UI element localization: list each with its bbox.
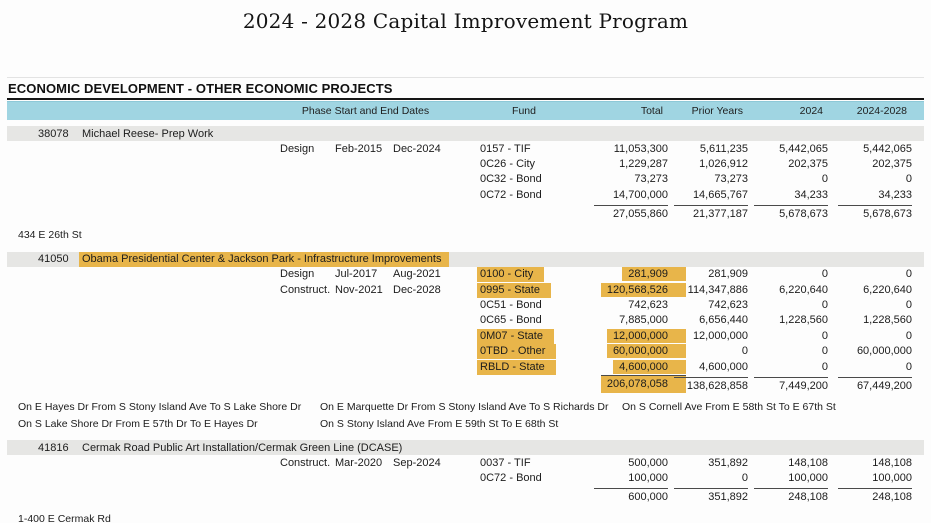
total-value-text: 100,000 [628,472,668,485]
total-value [568,329,668,343]
total-value [568,143,668,155]
phase-end-date: Sep-2024 [393,456,441,469]
year-2024-value: 0 [821,173,828,186]
total-value-text: 4,600,000 [613,360,686,374]
total-value-text: 12,000,000 [607,329,686,343]
year-2024-value: 148,108 [788,456,828,469]
project-total-sum-text: 206,078,058 [601,375,686,393]
total-value-text: 1,229,287 [619,158,668,171]
total-value [568,173,668,185]
project-block [7,126,924,244]
total-value-text: 7,885,000 [619,314,668,327]
project-2024-sum-text: 248,108 [754,488,828,503]
year-2024-2028-value: 34,233 [878,188,912,201]
total-value [568,158,668,170]
column-header-2024-2028: 2024-2028 [856,105,907,117]
year-2024-value: 1,228,560 [779,314,828,327]
location-row [7,415,924,432]
year-2024-value: 0 [821,268,828,281]
fund-name [480,173,568,185]
year-2024-2028-value: 60,000,000 [856,345,912,358]
fund-name [480,299,568,311]
fund-name [480,472,568,484]
project-2024-2028-sum [828,488,912,503]
location-text: On S Stony Island Ave From E 59th St To E 68th St [320,417,559,430]
project-id: 38078 [38,127,69,140]
fund-name-text: 0M07 - State [477,329,554,344]
project-name: Cermak Road Public Art Installation/Cermak Green Line (DCASE) [82,441,403,454]
prior-years-value: 0 [741,345,748,358]
year-2024-2028-value: 202,375 [872,158,912,171]
project-block [7,440,924,523]
fund-name-text: 0C26 - City [480,158,536,171]
fund-name-text: 0C51 - Bond [480,299,542,312]
project-2024-2028-sum-text: 248,108 [838,488,912,503]
fund-name [480,330,568,342]
fund-row [7,359,924,374]
project-total-sum [568,488,668,503]
project-2024-sum-text: 5,678,673 [754,205,828,220]
total-value [568,314,668,326]
projects-container [7,126,924,523]
project-prior-years-sum-text: 138,628,858 [674,377,748,392]
project-total-sum [568,205,668,220]
year-2024-2028-value: 5,442,065 [863,142,912,155]
fund-name [480,345,568,357]
phase-label: Design [280,142,315,155]
project-locations [7,510,924,523]
fund-name-text: 0100 - City [477,267,544,282]
prior-years-value: 0 [741,472,748,485]
location-text: 1-400 E Cermak Rd [18,512,111,523]
total-value-text: 14,700,000 [612,188,668,201]
project-id: 41050 [38,253,69,266]
total-value [568,283,668,297]
fund-name-text: 0157 - TIF [480,142,531,155]
fund-row [7,328,924,343]
prior-years-value: 5,611,235 [699,142,748,155]
project-totals-row [7,375,924,392]
fund-row [7,344,924,359]
total-value-text: 60,000,000 [607,344,686,358]
fund-row [7,455,924,470]
location-text: On S Cornell Ave From E 58th St To E 67th St [622,400,836,413]
fund-name [480,268,568,280]
phase-start-date: Nov-2021 [335,283,383,296]
fund-name [480,457,568,469]
column-header-prior-years: Prior Years [691,105,743,117]
section-title: ECONOMIC DEVELOPMENT - OTHER ECONOMIC PROJECTS [7,78,924,100]
prior-years-value: 351,892 [708,456,748,469]
phase-end-date: Dec-2028 [393,283,441,296]
phase-label: Construct. [280,283,331,296]
fund-name-text: 0TBD - Other [477,344,556,359]
year-2024-2028-value: 1,228,560 [863,314,912,327]
prior-years-value: 4,600,000 [699,360,748,373]
project-locations [7,398,924,432]
fund-name-text: 0C65 - Bond [480,314,542,327]
year-2024-value: 34,233 [794,188,828,201]
column-header-phase-dates: Phase Start and End Dates [301,105,430,117]
location-row [7,227,924,244]
project-prior-years-sum [668,205,748,220]
total-value [568,267,668,281]
project-total-sum-text: 600,000 [594,488,668,503]
project-locations [7,227,924,244]
economic-development-section [7,77,924,523]
phase-label: Construct. [280,456,331,469]
total-value [568,299,668,311]
fund-row [7,282,924,297]
year-2024-value: 100,000 [788,472,828,485]
year-2024-2028-value: 0 [905,329,912,342]
total-value [568,457,668,469]
phase-end-date: Dec-2024 [393,142,441,155]
phase-start-date: Feb-2015 [335,142,383,155]
year-2024-value: 0 [821,299,828,312]
project-prior-years-sum [668,377,748,392]
phase-end-date: Aug-2021 [393,268,441,281]
fund-name [480,284,568,296]
fund-row [7,267,924,282]
total-value-text: 73,273 [634,173,668,186]
project-name: Obama Presidential Center & Jackson Park - Infrastructure Improvements [79,252,449,267]
column-header-2024: 2024 [799,105,823,117]
project-2024-2028-sum-text: 5,678,673 [838,205,912,220]
fund-name [480,361,568,373]
year-2024-value: 202,375 [788,158,828,171]
fund-name [480,189,568,201]
year-2024-value: 6,220,640 [779,283,828,296]
year-2024-value: 5,442,065 [779,142,828,155]
year-2024-2028-value: 0 [905,360,912,373]
total-value-text: 500,000 [628,456,668,469]
project-prior-years-sum-text: 351,892 [674,488,748,503]
fund-name-text: 0995 - State [477,283,551,298]
prior-years-value: 14,665,767 [692,188,748,201]
project-total-sum [568,375,668,393]
total-value-text: 120,568,526 [601,283,686,297]
project-header-row [7,440,924,455]
location-row [7,398,924,415]
fund-row [7,471,924,486]
phase-label: Design [280,268,315,281]
project-2024-sum-text: 7,449,200 [754,377,828,392]
fund-name [480,158,568,170]
location-row [7,510,924,523]
fund-name-text: RBLD - State [477,360,556,375]
project-2024-2028-sum [828,377,912,392]
fund-name-text: 0037 - TIF [480,456,531,469]
year-2024-2028-value: 148,108 [872,456,912,469]
project-name: Michael Reese- Prep Work [82,127,214,140]
project-totals-row [7,204,924,221]
project-prior-years-sum-text: 21,377,187 [674,205,748,220]
project-2024-2028-sum [828,205,912,220]
fund-row [7,297,924,312]
total-value [568,189,668,201]
year-2024-value: 0 [821,329,828,342]
year-2024-2028-value: 0 [905,173,912,186]
prior-years-value: 6,656,440 [699,314,748,327]
project-header-row [7,126,924,141]
project-header-row [7,252,924,267]
year-2024-value: 0 [821,345,828,358]
project-2024-sum [748,205,828,220]
year-2024-value: 0 [821,360,828,373]
fund-name-text: 0C72 - Bond [480,472,542,485]
fund-name [480,143,568,155]
location-text: On S Lake Shore Dr From E 57th Dr To E Hayes Dr [18,417,258,430]
fund-name-text: 0C32 - Bond [480,173,542,186]
project-id: 41816 [38,441,69,454]
fund-name-text: 0C72 - Bond [480,188,542,201]
total-value-text: 11,053,300 [613,142,668,155]
total-value-text: 742,623 [628,299,668,312]
prior-years-value: 281,909 [708,268,748,281]
project-2024-2028-sum-text: 67,449,200 [838,377,912,392]
fund-row [7,172,924,187]
prior-years-value: 73,273 [714,173,748,186]
project-2024-sum [748,488,828,503]
total-value [568,344,668,358]
project-totals-row [7,487,924,504]
project-block [7,252,924,433]
project-prior-years-sum [668,488,748,503]
year-2024-2028-value: 0 [905,299,912,312]
prior-years-value: 114,347,886 [687,283,748,296]
column-header-total: Total [640,105,663,117]
phase-start-date: Jul-2017 [335,268,378,281]
year-2024-2028-value: 100,000 [872,472,912,485]
page-title: 2024 - 2028 Capital Improvement Program [242,9,689,33]
location-text: On E Marquette Dr From S Stony Island Ave To S Richards Dr [320,400,609,413]
fund-row [7,156,924,171]
project-2024-sum [748,377,828,392]
fund-name [480,314,568,326]
column-header-row [7,101,924,120]
year-2024-2028-value: 0 [905,268,912,281]
fund-row [7,141,924,156]
total-value [568,472,668,484]
project-total-sum-text: 27,055,860 [594,205,668,220]
year-2024-2028-value: 6,220,640 [863,283,912,296]
prior-years-value: 742,623 [708,299,748,312]
phase-start-date: Mar-2020 [335,456,383,469]
column-header-fund: Fund [512,105,536,117]
prior-years-value: 12,000,000 [692,329,748,342]
fund-row [7,313,924,328]
location-text: 434 E 26th St [18,229,82,242]
total-value [568,360,668,374]
fund-row [7,187,924,202]
total-value-text: 281,909 [622,267,686,281]
location-text: On E Hayes Dr From S Stony Island Ave To S Lake Shore Dr [18,400,302,413]
prior-years-value: 1,026,912 [699,158,748,171]
